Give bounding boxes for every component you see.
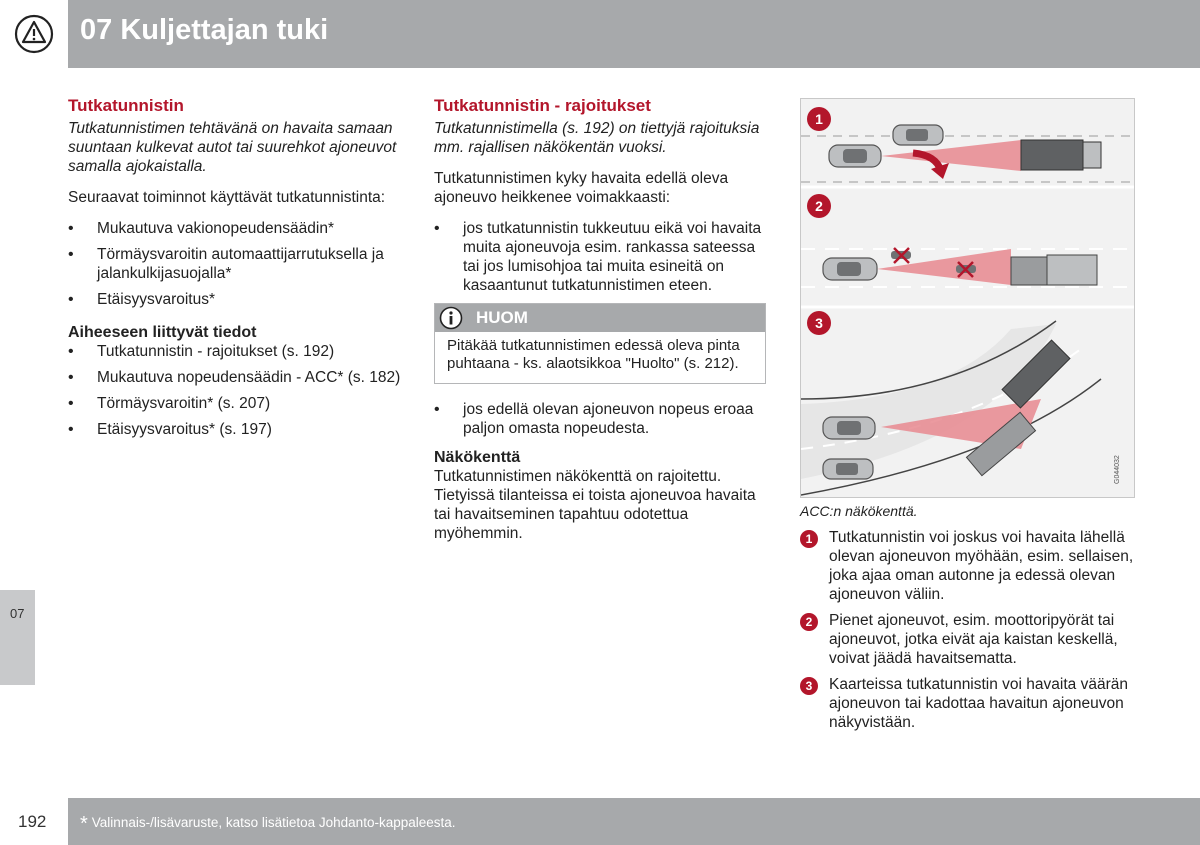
own-car — [823, 417, 875, 439]
callout-badge: 3 — [800, 677, 818, 695]
chapter-side-tab-label: 07 — [10, 606, 25, 621]
fov-title: Näkökenttä — [434, 449, 521, 466]
info-icon — [439, 306, 463, 330]
footnote — [80, 813, 456, 836]
related-link[interactable]: • Tutkatunnistin - rajoitukset (s. 192) — [68, 342, 403, 361]
note-title: HUOM — [476, 308, 528, 327]
callout-badge: 1 — [800, 530, 818, 548]
chapter-side-tab[interactable] — [0, 590, 35, 685]
page-footer — [0, 798, 1200, 845]
chapter-title: 07 Kuljettajan tuki — [80, 14, 329, 46]
fov-text: Tutkatunnistimen näkökenttä on rajoitettu. Tietyissä tilanteissa ei toista ajoneuvoa havaita tai havaitseminen tapahtuu odotettua myöhemmin. — [434, 468, 756, 542]
note-box — [434, 303, 766, 384]
list-item: • Etäisyysvaroitus* — [68, 290, 403, 309]
warning-triangle-icon — [0, 0, 68, 68]
callout-text: Kaarteissa tutkatunnistin voi havaita väärän ajoneuvon tai kadottaa havaitun ajoneuvon näkyvistään. — [829, 676, 1128, 731]
footnote-star: * — [80, 813, 88, 835]
callout-text: Tutkatunnistin voi joskus voi havaita lähellä olevan ajoneuvon myöhään, esim. sellaisen, joka ajaa oman autonne ja edessä olevan ajoneuvon väliin. — [829, 529, 1134, 603]
figure-callouts — [800, 528, 1140, 739]
left-column — [68, 96, 403, 451]
other-car — [823, 459, 873, 479]
figure-code: G044032 — [1114, 455, 1121, 484]
page-number-box — [0, 798, 68, 845]
figure-illustration — [801, 99, 1134, 497]
acc-field-of-view-figure — [800, 98, 1135, 498]
figure-badge-2 — [807, 194, 831, 218]
functions-list — [68, 219, 403, 309]
section-title-radar: Tutkatunnistin — [68, 96, 184, 115]
header-icon-box — [0, 0, 68, 68]
related-title: Aiheeseen liittyvät tiedot — [68, 324, 257, 341]
callout-item — [800, 528, 1140, 604]
list-item: • jos edellä olevan ajoneuvon nopeus eroaa paljon omasta nopeudesta. — [434, 400, 769, 438]
figure-badge-1 — [807, 107, 831, 131]
figure-badge-3 — [807, 311, 831, 335]
radar-intro: Tutkatunnistimen tehtävänä on havaita samaan suuntaan kulkevat autot tai suurehkot ajoneuvot samalla ajokaistalla. — [68, 120, 397, 175]
page-number: 192 — [18, 812, 47, 831]
callout-badge: 2 — [800, 613, 818, 631]
section-title-limitations: Tutkatunnistin - rajoitukset — [434, 96, 651, 115]
related-list — [68, 342, 403, 439]
callout-item — [800, 611, 1140, 668]
callout-item — [800, 675, 1140, 732]
figure-caption: ACC:n näkökenttä. — [800, 503, 918, 519]
middle-column — [434, 96, 769, 555]
note-header — [435, 304, 765, 332]
related-link[interactable]: • Etäisyysvaroitus* (s. 197) — [68, 420, 403, 439]
page-header — [0, 0, 1200, 68]
functions-text: Seuraavat toiminnot käyttävät tutkatunnistinta: — [68, 189, 386, 206]
footnote-text: Valinnais-/lisävaruste, katso lisätietoa Johdanto-kappaleesta. — [91, 815, 456, 830]
note-text: Pitäkää tutkatunnistimen edessä oleva pinta puhtaana - ks. alaotsikkoa "Huolto" (s. 212). — [447, 337, 740, 372]
svg-text:3: 3 — [815, 315, 823, 331]
related-link[interactable]: • Törmäysvaroitin* (s. 207) — [68, 394, 403, 413]
callout-text: Pienet ajoneuvot, esim. moottoripyörät tai ajoneuvot, jotka eivät aja kaistan keskellä, voivat jäädä havaitsematta. — [829, 612, 1118, 667]
svg-text:2: 2 — [815, 198, 823, 214]
related-link[interactable]: • Mukautuva nopeudensäädin - ACC* (s. 182) — [68, 368, 403, 387]
weaken-text: Tutkatunnistimen kyky havaita edellä oleva ajoneuvo heikkenee voimakkaasti: — [434, 170, 729, 206]
limitations-list-1 — [434, 219, 769, 295]
motorcycle-with-cross — [891, 248, 911, 263]
list-item: • jos tutkatunnistin tukkeutuu eikä voi havaita muita ajoneuvoja esim. rankassa sateessa tai jos lumisohjoa tai muita esineitä on kasaantunut tutkatunnistimen eteen. — [434, 219, 769, 295]
tractor — [1011, 255, 1097, 285]
own-car — [829, 145, 881, 167]
list-item: • Mukautuva vakionopeudensäädin* — [68, 219, 403, 238]
cut-in-car — [893, 125, 943, 145]
limitations-intro: Tutkatunnistimella (s. 192) on tiettyjä rajoituksia mm. rajallisen näkökentän vuoksi. — [434, 120, 760, 156]
own-car — [823, 258, 877, 280]
limitations-list-2 — [434, 400, 769, 438]
truck — [1021, 140, 1101, 170]
list-item: • Törmäysvaroitin automaattijarrutuksella ja jalankulkijasuojalla* — [68, 245, 403, 283]
svg-text:1: 1 — [815, 111, 823, 127]
